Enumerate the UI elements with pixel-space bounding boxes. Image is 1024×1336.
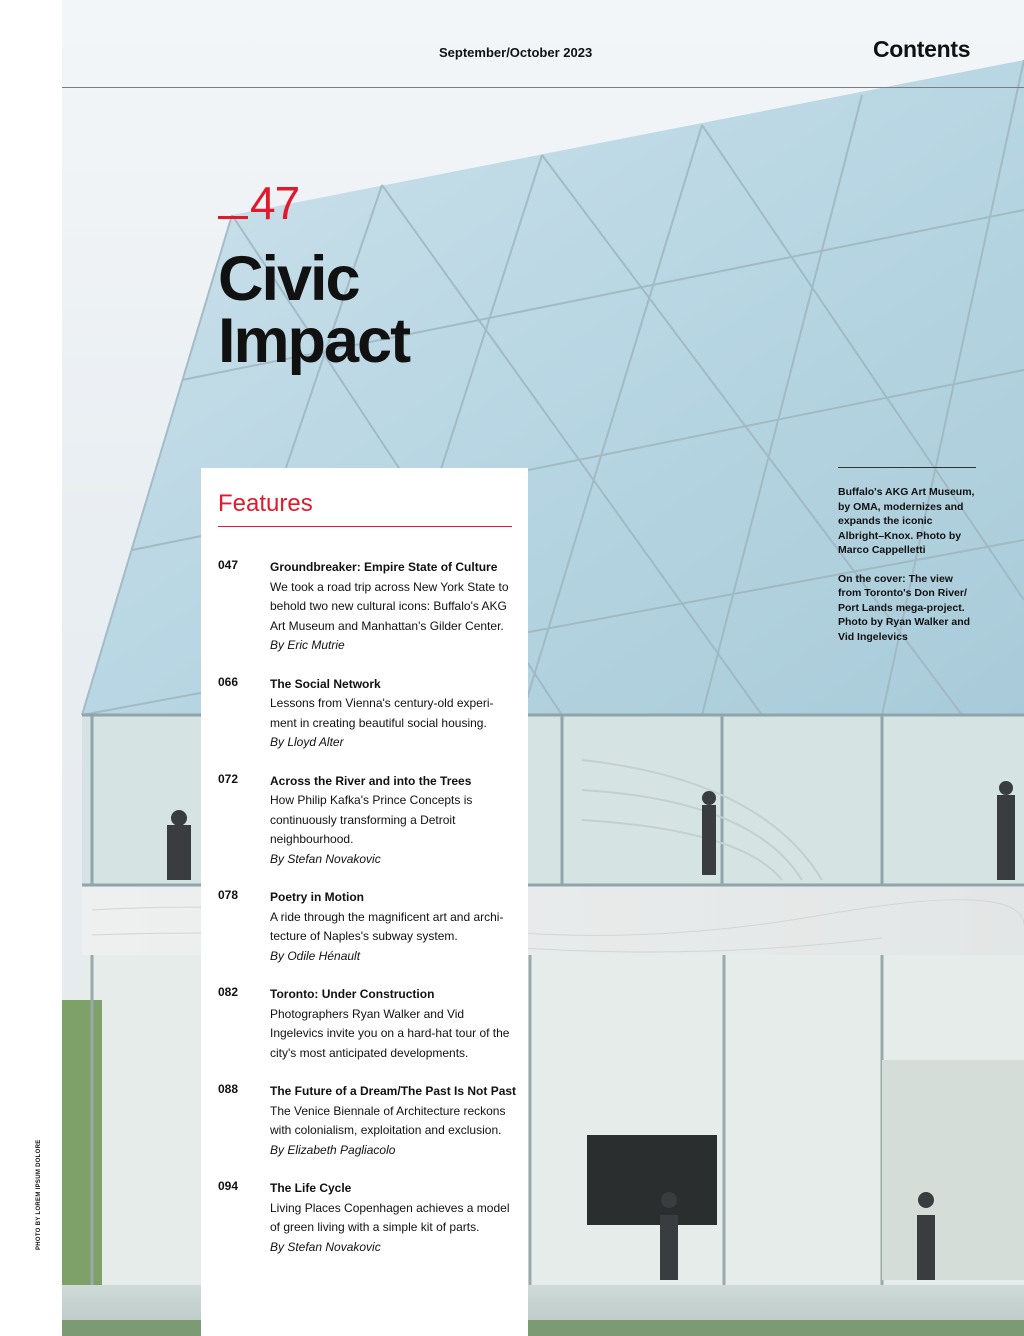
caption-divider (838, 467, 976, 468)
feature-page-number: 047 (218, 558, 239, 572)
feature-title[interactable]: Across the River and into the Trees (270, 773, 472, 788)
feature-description: Lessons from Vienna's century-old experi- ment in creating beautiful social housing. (270, 696, 494, 730)
feature-title[interactable]: Toronto: Under Construction (270, 987, 435, 1001)
feature-body (270, 985, 518, 1063)
features-heading: Features (218, 490, 313, 517)
feature-description: Photographers Ryan Walker and Vid Ingelevics invite you on a hard-hat tour of the city's most anticipated developments. (270, 1006, 510, 1060)
feature-item[interactable] (218, 985, 518, 1063)
section-title-line1: Civic (218, 244, 359, 314)
section-title-line2: Impact (218, 306, 410, 376)
header-divider (62, 87, 1024, 88)
feature-title[interactable]: The Social Network (270, 676, 381, 691)
features-divider (218, 526, 512, 527)
feature-author: By Odile Hénault (270, 948, 361, 963)
photo-caption: Buffalo's AKG Art Museum, by OMA, modernizes and expands the iconic Albright–Knox. Photo by Marco Cappelletti (838, 486, 975, 556)
feature-author: By Eric Mutrie (270, 638, 345, 652)
features-panel (201, 468, 528, 1336)
left-margin (0, 0, 62, 1336)
feature-description: The Venice Biennale of Architecture reckons with colonialism, exploitation and exclusion. (270, 1103, 506, 1137)
feature-title[interactable]: Groundbreaker: Empire State of Culture (270, 560, 498, 574)
feature-author: By Elizabeth Pagliacolo (270, 1142, 396, 1157)
feature-item[interactable] (218, 675, 518, 753)
feature-body (270, 772, 518, 870)
feature-description: A ride through the magnificent art and archi- tecture of Naples's subway system. (270, 909, 504, 943)
feature-body (270, 675, 518, 753)
feature-list (218, 558, 518, 1276)
feature-page-number: 078 (218, 888, 239, 902)
feature-page-number: 094 (218, 1179, 239, 1193)
feature-description: How Philip Kafka's Prince Concepts is continuously transforming a Detroit neighbourhood. (270, 793, 473, 846)
section-number (218, 176, 299, 230)
feature-body (270, 558, 518, 656)
feature-page-number: 088 (218, 1082, 239, 1096)
feature-page-number: 072 (218, 771, 239, 786)
feature-page-number: 066 (218, 674, 239, 689)
underscore-mark (218, 216, 248, 219)
feature-item[interactable] (218, 558, 518, 656)
feature-page-number: 082 (218, 985, 239, 999)
feature-item[interactable] (218, 772, 518, 870)
feature-author: By Lloyd Alter (270, 735, 344, 749)
feature-author: By Stefan Novakovic (270, 1239, 381, 1254)
feature-title[interactable]: Poetry in Motion (270, 890, 364, 904)
feature-body (270, 1179, 518, 1257)
feature-title[interactable]: The Future of a Dream/The Past Is Not Past (270, 1084, 517, 1098)
feature-item[interactable] (218, 1082, 518, 1160)
photo-credit: PHOTO BY LOREM IPSUM DOLORE (36, 1139, 42, 1250)
contents-label: Contents (873, 36, 971, 62)
section-title (218, 244, 410, 376)
section-number-value: 47 (250, 177, 300, 229)
feature-author: By Stefan Novakovic (270, 851, 381, 866)
issue-date: September/October 2023 (439, 45, 593, 60)
feature-title[interactable]: The Life Cycle (270, 1181, 352, 1195)
cover-caption: On the cover: The view from Toronto's Don River/ Port Lands mega-project. Photo by Ryan Walker and Vid Ingelevics (838, 572, 971, 643)
feature-body (270, 1082, 518, 1160)
feature-description: We took a road trip across New York State to behold two new cultural icons: Buffalo's AKG Art Museum and Manhattan's Gilder Center. (270, 579, 509, 633)
feature-description: Living Places Copenhagen achieves a model of green living with a simple kit of parts. (270, 1200, 510, 1234)
photo-caption-block (838, 485, 978, 658)
feature-body (270, 888, 518, 966)
feature-item[interactable] (218, 1179, 518, 1257)
feature-item[interactable] (218, 888, 518, 966)
